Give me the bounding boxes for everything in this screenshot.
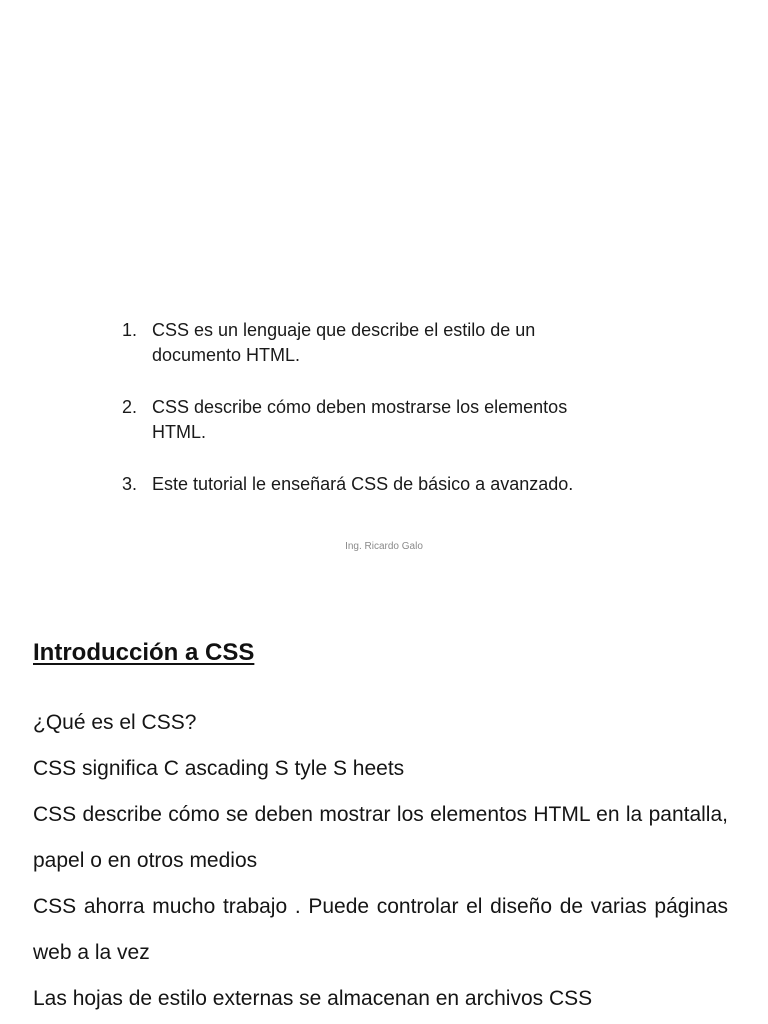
document-section	[33, 636, 728, 1022]
paragraph: Las hojas de estilo externas se almacenan en archivos CSS	[33, 987, 593, 1010]
list-item	[122, 472, 582, 497]
list-item-number: 2.	[122, 397, 138, 417]
list-item-number: 3.	[122, 474, 138, 494]
list-item-number: 1.	[122, 320, 138, 340]
list-item-text: CSS describe cómo deben mostrarse los elementos HTML.	[152, 397, 568, 442]
list-item	[122, 395, 582, 445]
numbered-list	[122, 318, 582, 524]
list-item	[122, 318, 582, 368]
paragraph: CSS ahorra mucho trabajo . Puede controlar el diseño de varias páginas web a la vez	[33, 895, 728, 964]
section-heading: Introducción a CSS	[33, 639, 255, 666]
paragraph: ¿Qué es el CSS?	[33, 711, 197, 734]
author-footer: Ing. Ricardo Galo	[345, 541, 423, 552]
list-item-text: CSS es un lenguaje que describe el estilo de un documento HTML.	[152, 320, 536, 365]
paragraph: CSS describe cómo se deben mostrar los elementos HTML en la pantalla, papel o en otros medios	[33, 803, 728, 872]
list-item-text: Este tutorial le enseñará CSS de básico a avanzado.	[152, 474, 574, 494]
paragraph: CSS significa C ascading S tyle S heets	[33, 757, 405, 780]
